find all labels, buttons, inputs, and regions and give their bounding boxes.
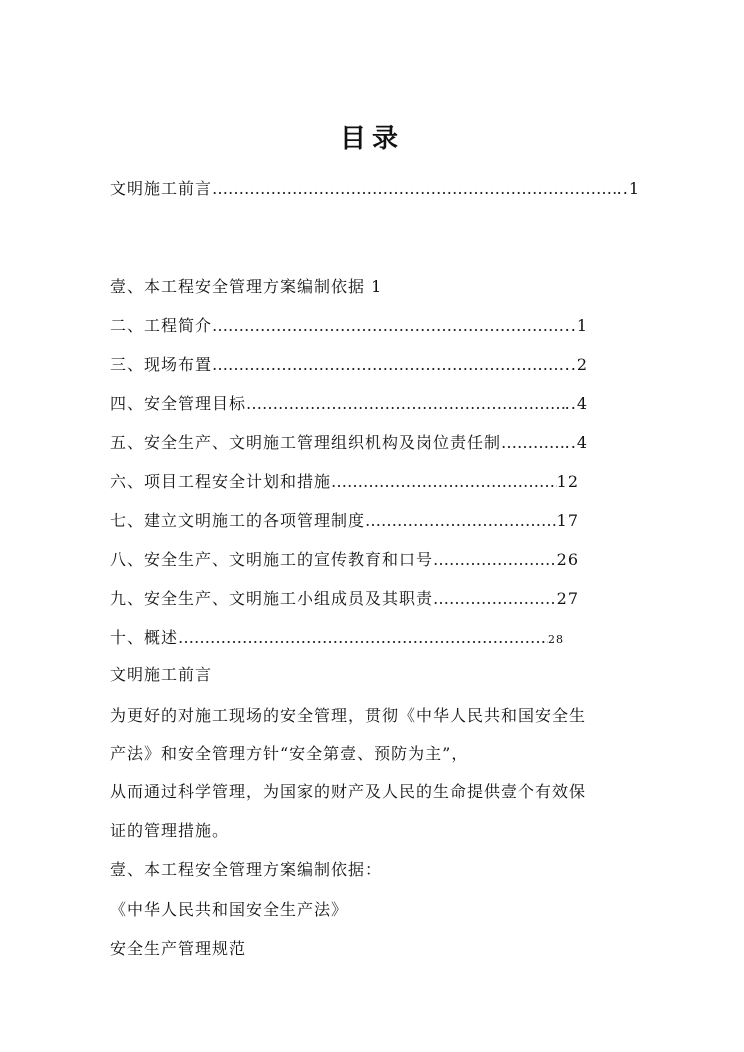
basis-item-norm: 安全生产管理规范 [110, 939, 247, 958]
toc-page-number: 27 [556, 589, 579, 608]
toc-label: 二、工程简介 [110, 316, 213, 335]
toc-entry-preface[interactable] [110, 176, 640, 199]
basis-item-law: 《中华人民共和国安全生产法》 [110, 900, 349, 919]
toc-page-number: ..1 [564, 316, 588, 335]
toc-leader-dots [178, 628, 548, 647]
paragraph-line: 证的管理措施。 [110, 821, 230, 840]
toc-label: 十、概述 [110, 628, 179, 647]
paragraph-line: 为更好的对施工现场的安全管理，贯彻《中华人民共和国安全生 [110, 706, 587, 725]
toc-entry-1[interactable] [110, 274, 382, 297]
toc-label: 文明施工前言 [110, 179, 213, 198]
toc-entry-3[interactable] [110, 352, 588, 375]
toc-leader-dots [365, 511, 557, 530]
section-heading-preface: 文明施工前言 [110, 665, 213, 684]
toc-leader-dots [212, 355, 565, 374]
toc-entry-4[interactable] [110, 391, 588, 414]
paragraph-line: 产法》和安全管理方针“安全第壹、预防为主”， [110, 744, 469, 763]
toc-leader-dots [433, 550, 557, 569]
toc-label: 八、安全生产、文明施工的宣传教育和口号 [110, 550, 434, 569]
toc-leader-dots [433, 589, 557, 608]
toc-entry-5[interactable] [110, 430, 588, 453]
toc-entry-7[interactable] [110, 508, 579, 531]
toc-page-number: ..4 [564, 433, 588, 452]
toc-page-number: 12 [556, 472, 579, 491]
toc-label: 七、建立文明施工的各项管理制度 [110, 511, 366, 530]
toc-leader-dots [212, 179, 617, 198]
toc-title: 目录 [339, 124, 404, 154]
toc-label: 六、项目工程安全计划和措施 [110, 472, 332, 491]
toc-leader-dots [246, 394, 565, 413]
toc-leader-dots [212, 316, 565, 335]
toc-entry-8[interactable] [110, 547, 579, 570]
paragraph-line: 从而通过科学管理，为国家的财产及人民的生命提供壹个有效保 [110, 782, 587, 801]
toc-label: 四、安全管理目标 [110, 394, 247, 413]
toc-entry-10[interactable] [110, 625, 564, 648]
toc-label: 壹、本工程安全管理方案编制依据 1 [110, 277, 383, 296]
toc-page-number: 26 [556, 550, 579, 569]
toc-page-number: 17 [556, 511, 579, 530]
toc-leader-dots [501, 433, 565, 452]
toc-label: 五、安全生产、文明施工管理组织机构及岗位责任制 [110, 433, 502, 452]
toc-page-number: 28 [548, 633, 564, 646]
toc-page-number: ..1 [616, 179, 640, 198]
toc-entry-2[interactable] [110, 313, 588, 336]
toc-entry-6[interactable] [110, 469, 579, 492]
toc-leader-dots [331, 472, 557, 491]
toc-entry-9[interactable] [110, 586, 579, 609]
section-heading-basis: 壹、本工程安全管理方案编制依据： [110, 860, 383, 879]
toc-label: 九、安全生产、文明施工小组成员及其职责 [110, 589, 434, 608]
toc-page-number: ..2 [564, 355, 588, 374]
toc-label: 三、现场布置 [110, 355, 213, 374]
toc-page-number: ..4 [564, 394, 588, 413]
